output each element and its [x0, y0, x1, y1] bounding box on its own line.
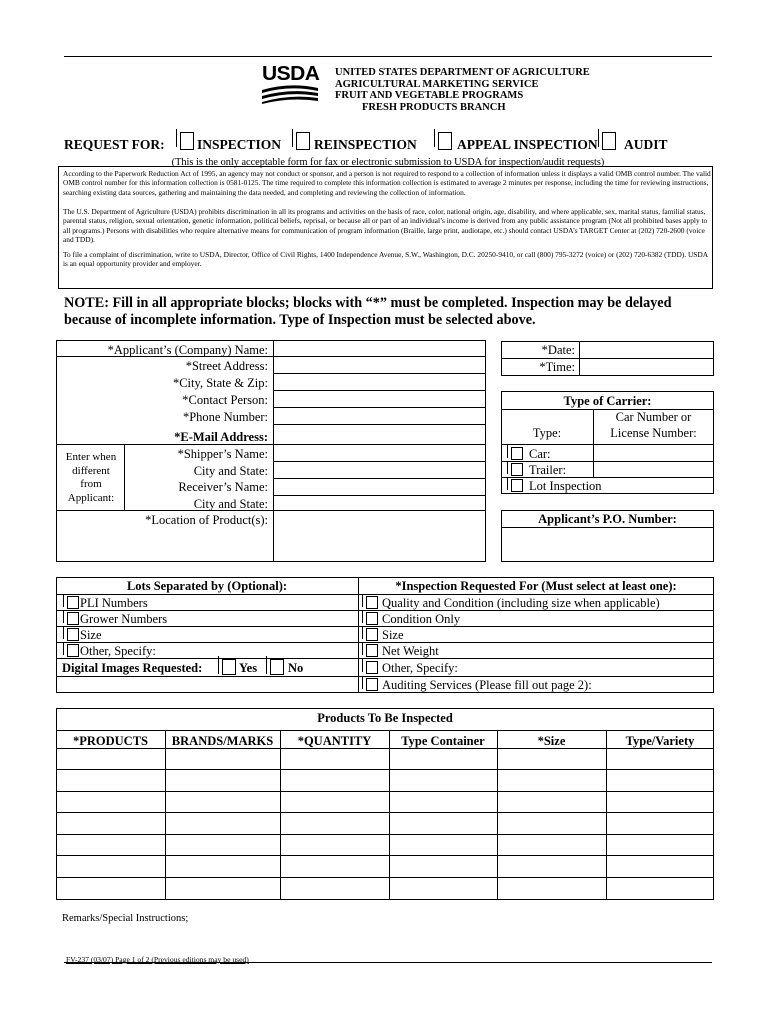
date-input[interactable]: [581, 342, 712, 357]
lots-title: Lots Separated by (Optional):: [126, 579, 288, 593]
shipper-city-input[interactable]: [275, 463, 485, 477]
grower-numbers-label: Grower Numbers: [80, 612, 168, 626]
footer-text: FV-237 (03/07) Page 1 of 2 (Previous editions may be used): [66, 955, 249, 964]
enter-when-divider: [124, 444, 125, 510]
email-address-input[interactable]: [275, 426, 485, 443]
shipper-name-label: *Shipper’s Name:: [177, 447, 268, 461]
auditing-services-checkbox[interactable]: [366, 678, 378, 691]
applicant-rule-8: [273, 478, 486, 479]
enter-when-line-2: different: [72, 464, 110, 477]
applicant-rule-7: [273, 461, 486, 462]
size-insp-label: Size: [382, 628, 404, 642]
applicant-rule-2: [273, 373, 486, 374]
agency-line-4: FRESH PRODUCTS BRANCH: [362, 101, 506, 113]
digital-images-no-checkbox[interactable]: [270, 659, 284, 675]
email-address-label: *E-Mail Address:: [174, 430, 268, 444]
col-type-variety: Type/Variety: [625, 734, 695, 748]
remarks-input[interactable]: [62, 926, 712, 954]
inspection-checkbox[interactable]: [180, 132, 194, 150]
usda-logo: [262, 64, 318, 106]
enter-when-note: [58, 451, 124, 505]
company-name-input[interactable]: [275, 341, 485, 355]
lot-inspection-checkbox[interactable]: [511, 479, 523, 492]
table-row[interactable]: [57, 792, 713, 812]
enter-when-line-1: Enter when: [65, 451, 117, 463]
request-for-label: REQUEST FOR:: [64, 137, 165, 152]
reinspection-checkbox[interactable]: [296, 132, 310, 150]
carrier-number-label-1: Car Number or: [615, 410, 692, 424]
table-row[interactable]: [57, 835, 713, 855]
location-input[interactable]: [275, 512, 485, 561]
net-weight-checkbox[interactable]: [366, 644, 378, 657]
trailer-label: Trailer:: [529, 463, 567, 477]
col-quantity: *QUANTITY: [297, 734, 372, 748]
quality-condition-label: Quality and Condition (including size when applicable): [382, 596, 660, 610]
carrier-head-rule: [501, 444, 714, 445]
lot-inspection-label: Lot Inspection: [529, 479, 602, 493]
shipper-name-input[interactable]: [275, 446, 485, 460]
applicant-rule-10: [56, 510, 486, 511]
street-address-input[interactable]: [275, 358, 485, 372]
car-label: Car:: [529, 447, 551, 461]
nondiscrimination-notice: The U.S. Department of Agriculture (USDA) prohibits discrimination in all its programs and activities on the basis of race, color, national origin, age, disability, and where applicable, sex, marital status, familial status, parental status, religion, sexual orientation, genetic information, political beliefs, reprisal, or because all or part of an individual’s income is derived from any public assistance program (Not all prohibited bases apply to all programs.) Persons with disabilities who require alternative means for communication of program information (Braille, large print, audiotape, etc.) should contact USDA’s TARGET Center at (202) 720-2600 (voice and TDD).: [63, 207, 708, 244]
products-title: Products To Be Inspected: [317, 711, 453, 725]
street-address-label: *Street Address:: [185, 359, 268, 373]
note-line-1: NOTE: Fill in all appropriate blocks; blocks with “*” must be completed. Inspection may be delayed: [64, 295, 672, 311]
receiver-city-label: City and State:: [193, 497, 268, 511]
auditing-services-label: Auditing Services (Please fill out page 2):: [382, 678, 592, 692]
table-row[interactable]: [57, 813, 713, 833]
usda-logo-text: USDA: [262, 63, 320, 85]
condition-only-checkbox[interactable]: [366, 612, 378, 625]
agency-block: [335, 67, 590, 113]
agency-line-1: UNITED STATES DEPARTMENT OF AGRICULTURE: [335, 67, 590, 78]
inspection-for-title: *Inspection Requested For (Must select at least one):: [395, 579, 677, 593]
request-note: (This is the only acceptable form for fax or electronic submission to USDA for inspection/audit requests): [171, 157, 605, 168]
car-checkbox[interactable]: [511, 447, 523, 460]
enter-when-line-3: from: [80, 478, 102, 490]
usda-logo-swoosh-icon: [262, 84, 318, 104]
car-number-input[interactable]: [595, 446, 712, 460]
lots-rule-5: [56, 676, 358, 677]
audit-label: AUDIT: [624, 137, 668, 152]
trailer-checkbox[interactable]: [511, 463, 523, 476]
inspection-label: INSPECTION: [197, 137, 282, 152]
table-row[interactable]: [57, 878, 713, 899]
applicant-rule-5: [273, 424, 486, 425]
receiver-city-input[interactable]: [275, 497, 485, 509]
po-rule: [501, 527, 714, 528]
size-lot-checkbox[interactable]: [67, 628, 79, 641]
complaint-notice: To file a complaint of discrimination, write to USDA, Director, Office of Civil Rights, 1400 Independence Avenue, S.W., Washington, D.C. 20250-9410, or call (800) 795-3272 (voice) or (202) 720-6382 (TDD). USDA is an equal opportunity provider and employer.: [63, 250, 708, 269]
table-row[interactable]: [57, 749, 713, 769]
appeal-inspection-checkbox[interactable]: [438, 132, 452, 150]
remarks-label: Remarks/Special Instructions;: [62, 913, 189, 924]
receiver-name-label: Receiver’s Name:: [178, 480, 268, 494]
applicant-rule-9: [273, 495, 486, 496]
paperwork-notice: According to the Paperwork Reduction Act of 1995, an agency may not conduct or sponsor, and a person is not required to respond to a collection of information unless it displays a valid OMB control number. The valid OMB control number for this information collection is 0581-0125. The time required to complete this information collection is estimated to average 2 minutes per response, including the time for reviewing instructions, searching existing data sources, gathering and maintaining the data needed, and completing and reviewing the collection of information.: [63, 169, 711, 197]
po-input[interactable]: [503, 529, 712, 560]
other-lot-label: Other, Specify:: [80, 644, 156, 658]
time-label: *Time:: [539, 360, 575, 374]
applicant-rule-4: [273, 407, 486, 408]
location-label: *Location of Product(s):: [145, 513, 268, 527]
company-name-label: *Applicant’s (Company) Name:: [107, 343, 268, 357]
col-size: *Size: [537, 734, 566, 748]
reinspection-label: REINSPECTION: [314, 137, 417, 152]
po-label: Applicant’s P.O. Number:: [538, 512, 677, 526]
contact-person-input[interactable]: [275, 392, 485, 406]
contact-person-label: *Contact Person:: [182, 393, 268, 407]
other-insp-label: Other, Specify:: [382, 661, 458, 675]
table-row[interactable]: [57, 770, 713, 790]
applicant-rule-3: [273, 390, 486, 391]
carrier-title: Type of Carrier:: [563, 394, 652, 408]
pli-numbers-label: PLI Numbers: [80, 596, 148, 610]
grower-numbers-checkbox[interactable]: [67, 612, 79, 625]
carrier-type-label: Type:: [532, 426, 562, 440]
other-lot-checkbox[interactable]: [67, 644, 79, 657]
digital-images-yes-label: Yes: [239, 661, 258, 675]
city-state-zip-label: *City, State & Zip:: [172, 376, 268, 390]
digital-images-yes-checkbox[interactable]: [222, 659, 236, 675]
size-lot-label: Size: [80, 628, 102, 642]
appeal-inspection-label: APPEAL INSPECTION: [457, 137, 598, 152]
carrier-number-label-2: License Number:: [610, 426, 697, 440]
col-type-container: Type Container: [401, 734, 485, 748]
table-row[interactable]: [57, 856, 713, 876]
phone-number-label: *Phone Number:: [182, 410, 268, 424]
city-state-zip-input[interactable]: [275, 375, 485, 389]
phone-number-input[interactable]: [275, 409, 485, 423]
note-line-2: because of incomplete information. Type of Inspection must be selected above.: [64, 312, 536, 328]
agency-line-3: FRUIT AND VEGETABLE PROGRAMS: [335, 90, 524, 101]
other-insp-checkbox[interactable]: [366, 661, 378, 674]
insp-rule-3: [358, 642, 714, 643]
audit-checkbox[interactable]: [602, 132, 616, 150]
condition-only-label: Condition Only: [382, 612, 461, 626]
net-weight-label: Net Weight: [382, 644, 439, 658]
digital-images-label: Digital Images Requested:: [62, 661, 203, 675]
insp-rule-5: [358, 676, 714, 677]
time-input[interactable]: [581, 359, 712, 374]
size-insp-checkbox[interactable]: [366, 628, 378, 641]
col-brands-marks: BRANDS/MARKS: [171, 734, 274, 748]
enter-when-line-4: Applicant:: [67, 491, 115, 504]
digital-images-no-label: No: [288, 661, 304, 675]
date-label: *Date:: [541, 343, 575, 357]
receiver-name-input[interactable]: [275, 480, 485, 494]
agency-line-2: AGRICULTURAL MARKETING SERVICE: [335, 78, 539, 90]
quality-condition-checkbox[interactable]: [366, 596, 378, 609]
shipper-city-label: City and State:: [193, 464, 268, 478]
pli-numbers-checkbox[interactable]: [67, 596, 79, 609]
col-products: *PRODUCTS: [72, 734, 148, 748]
top-rule: [64, 56, 712, 57]
trailer-number-input[interactable]: [595, 462, 712, 476]
lots-title-rule: [56, 594, 714, 595]
products-title-rule: [56, 730, 714, 731]
